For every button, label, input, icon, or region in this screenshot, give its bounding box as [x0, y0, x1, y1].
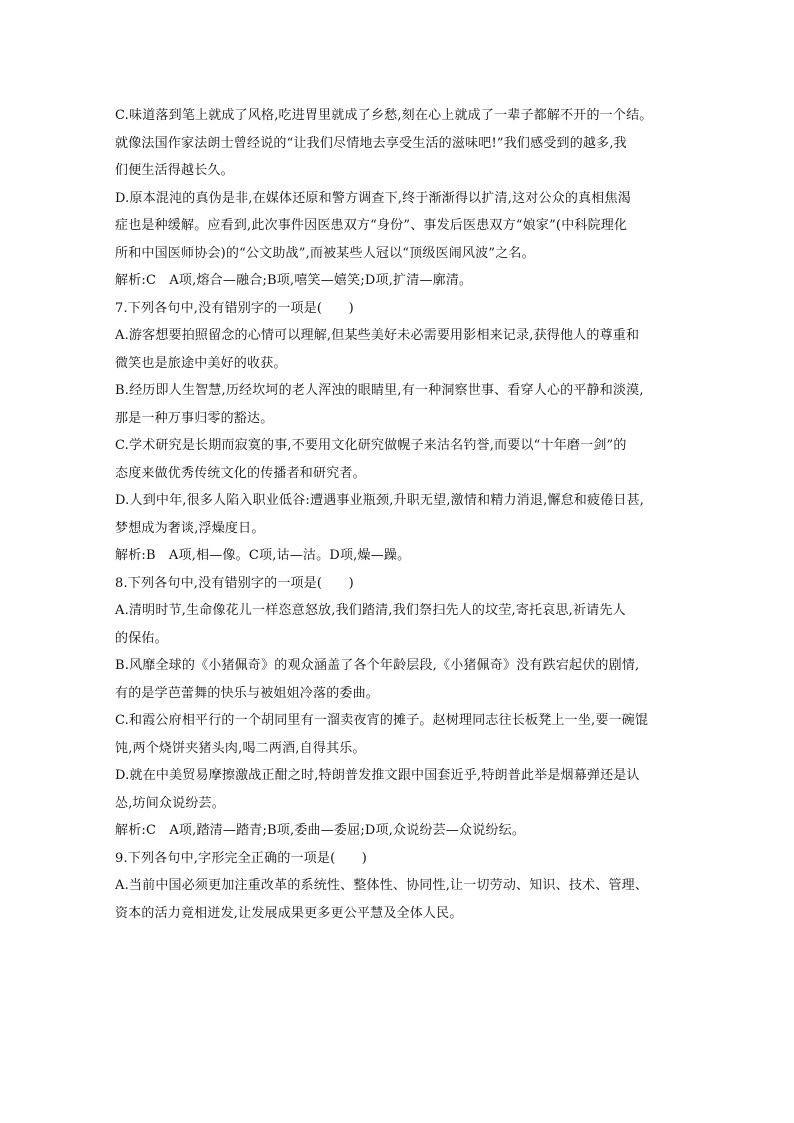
option-b: B.风靡全球的《小猪佩奇》的观众涵盖了各个年龄层段,《小猪佩奇》没有跌宕起伏的剧情,	[115, 658, 640, 673]
option-a: A.清明时节,生命像花儿一样恣意怒放,我们踏清,我们祭扫先人的坟茔,寄托哀思,祈请先人	[115, 603, 626, 618]
text-line: 有的是学芭蕾舞的快乐与被姐姐冷落的委曲。	[115, 685, 380, 701]
option-a: A.游客想要拍照留念的心情可以理解,但某些美好未必需要用影相来记录,获得他人的尊重和	[115, 328, 640, 343]
text-line: D.原本混沌的真伪是非,在媒体还原和警方调查下,终于渐渐得以扩清,这对公众的真相焦渴	[115, 190, 631, 206]
text-line: 们便生活得越长久。	[115, 163, 234, 178]
document-page	[115, 102, 683, 927]
question-stem: 7.下列各句中,没有错别字的一项是( )	[115, 300, 354, 316]
answer-analysis: 解析:C A项,踏清—踏青;B项,委曲—委屈;D项,众说纷芸—众说纷纭。	[115, 823, 526, 838]
text-line: 所和中国医师协会)的“公文助战”,而被某些人冠以“顶级医闹风波”之名。	[115, 245, 535, 261]
answer-analysis: 解析:C A项,熔合—融合;B项,嘻笑—嬉笑;D项,扩清—廓清。	[115, 273, 473, 288]
text-line: 那是一种万事归零的豁达。	[115, 410, 274, 426]
text-line: 态度来做优秀传统文化的传播者和研究者。	[115, 465, 366, 481]
answer-analysis: 解析:B A项,相—像。C项,诂—沽。D项,燥—躁。	[115, 548, 411, 563]
option-a: A.当前中国必须更加注重改革的系统性、整体性、协同性,让一切劳动、知识、技术、管理、	[115, 878, 649, 893]
text-line: 饨,两个烧饼夹猪头肉,喝二两酒,自得其乐。	[115, 740, 366, 756]
question-stem: 9.下列各句中,字形完全正确的一项是( )	[115, 850, 368, 866]
option-d: D.人到中年,很多人陷入职业低谷:遭遇事业瓶颈,升职无望,激情和精力消退,懈怠和疲倦日甚,	[115, 493, 645, 508]
text-line: 就像法国作家法朗士曾经说的“让我们尽情地去享受生活的滋味吧!”我们感受到的越多,我	[115, 135, 627, 151]
text-line: 资本的活力竟相迸发,让发展成果更多更公平慧及全体人民。	[115, 905, 463, 921]
text-line: 症也是种缓解。应看到,此次事件因医患双方“身份”、事发后医患双方“娘家”(中科院理化	[115, 218, 628, 233]
text-line: 的保佑。	[115, 630, 168, 646]
text-line: 怂,坊间众说纷芸。	[115, 795, 225, 811]
option-c: C.学术研究是长期而寂寞的事,不要用文化研究做幌子来沽名钓誉,而要以“十年磨一剑”的	[115, 438, 627, 453]
option-c: C.和霞公府相平行的一个胡同里有一溜卖夜宵的摊子。赵树理同志往长板凳上一坐,要一碗馄	[115, 713, 649, 728]
text-line: 微笑也是旅途中美好的收获。	[115, 355, 287, 371]
text-line: 梦想成为奢谈,浮燥度日。	[115, 520, 265, 536]
text-line: C.味道落到笔上就成了风格,吃进胃里就成了乡愁,刻在心上就成了一辈子都解不开的一个结。	[115, 108, 653, 123]
option-d: D.就在中美贸易摩擦激战正酣之时,特朗普发推文跟中国套近乎,特朗普此举是烟幕弹还是认	[115, 768, 640, 783]
option-b: B.经历即人生智慧,历经坎坷的老人浑浊的眼睛里,有一种洞察世事、看穿人心的平静和淡漠,	[115, 383, 644, 398]
question-stem: 8.下列各句中,没有错别字的一项是( )	[115, 575, 354, 591]
